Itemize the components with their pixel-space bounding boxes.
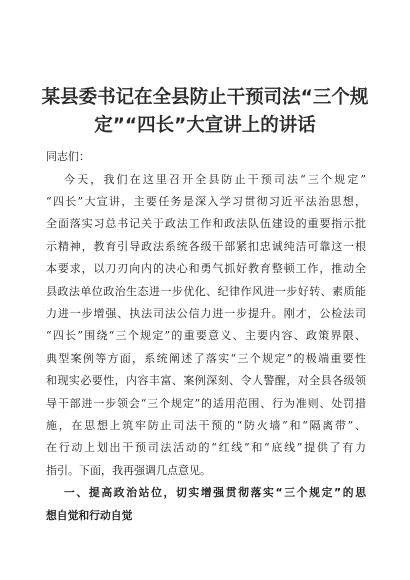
document-title-line-1: 某县委书记在全县防止干预司法“三个规 [41, 87, 369, 108]
paragraph-line: 指引。下面，我再强调几点意见。 [46, 464, 211, 477]
paragraph-line: 导干部进一步领会“三个规定”的适用范围、行为准则、处罚措 [46, 397, 366, 410]
paragraph-line: 本要求，以刀刃向内的决心和勇气抓好教育整顿工作，推动全 [46, 262, 366, 275]
paragraph-line: 全面落实习总书记关于政法工作和政法队伍建设的重要指示批 [46, 217, 366, 230]
paragraph-line: 县政法单位政治生态进一步优化、纪律作风进一步好转、素质能 [46, 285, 366, 298]
section-heading-line-1: 一、提高政治站位，切实增强贯彻落实“三个规定”的思 [64, 486, 366, 499]
section-heading-line-2: 想自觉和行动自觉 [46, 509, 133, 522]
paragraph-line: “四长”大宣讲，主要任务是深入学习贯彻习近平法治思想， [46, 195, 366, 208]
document-title-line-2: 定”“四长”大宣讲上的讲话 [94, 115, 316, 136]
paragraph-line: 在行动上划出干预司法活动的“红线”和“底线”提供了有力 [46, 441, 366, 454]
paragraph-line: 今天，我们在这里召开全县防止干预司法“三个规定” [64, 173, 366, 186]
paragraph-line: 力进一步增强、执法司法公信力进一步提升。刚才，公检法司 [46, 307, 366, 320]
paragraph-line: 典型案例等方面，系统阐述了落实“三个规定”的极端重要性 [46, 352, 366, 365]
salutation: 同志们： [46, 150, 90, 163]
paragraph-line: 施，在思想上筑牢防止司法干预的“防火墙”和“隔离带”、 [46, 419, 366, 432]
paragraph-line: “四长”围绕“三个规定”的重要意义、主要内容、政策界限、 [46, 329, 366, 342]
paragraph-line: 示精神，教育引导政法系统各级干部紧扣忠诚纯洁可靠这一根 [46, 240, 366, 253]
paragraph-line: 和现实必要性，内容丰富、案例深刻、令人警醒，对全县各级领 [46, 374, 366, 387]
